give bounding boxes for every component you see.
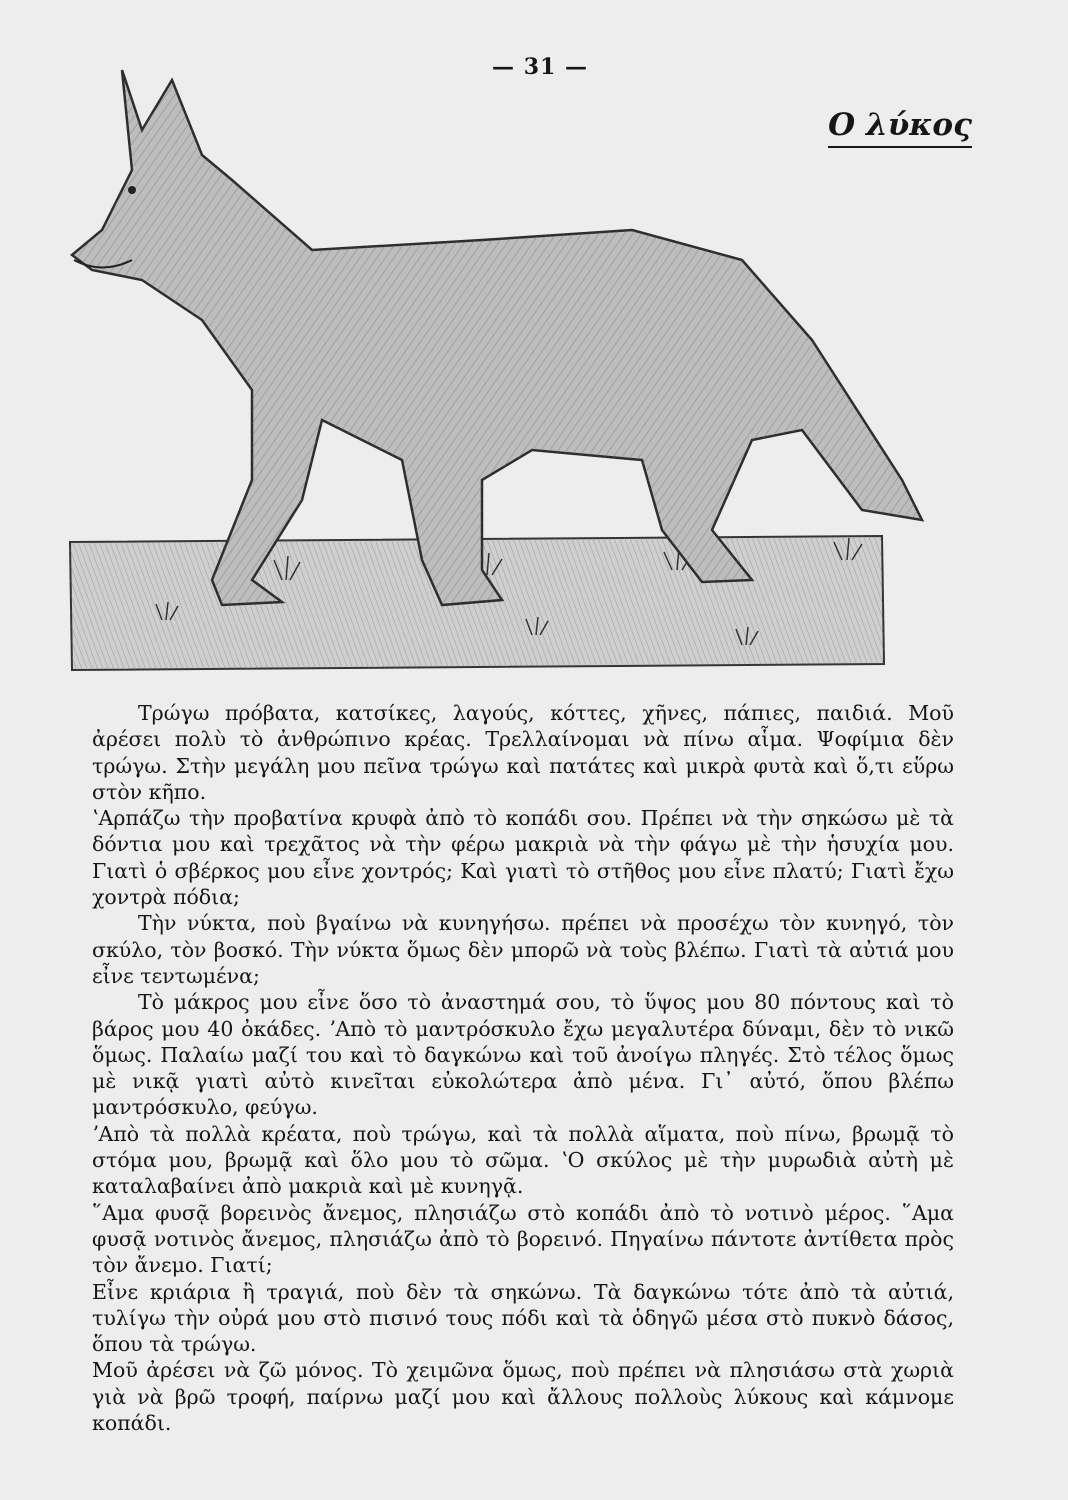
paragraph: Μοῦ ἀρέσει νὰ ζῶ μόνος. Τὸ χειμῶνα ὅμως, ποὺ πρέπει νὰ πλησιάσω στὰ χωριὰ γιὰ νὰ βρῶ τροφή, παίρνω μαζί μου καὶ ἄλλους πολλοὺς λύκους καὶ κάμνομε κοπάδι. — [92, 1358, 954, 1436]
paragraph: Τὸ μάκρος μου εἶνε ὅσο τὸ ἀναστημά σου, τὸ ὕψος μου 80 πόντους καὶ τὸ βάρος μου 40 ὀκάδες. ʼΑπὸ τὸ μαντρόσκυλο ἔχω μεγαλυτέρα δύναμι, δὲν τὸ νικῶ ὅμως. Παλαίω μαζί του καὶ τὸ δαγκώνω καὶ τοῦ ἀνοίγω πληγές. Στὸ τέλος ὅμως μὲ νικᾷ γιατὶ αὐτὸ κινεῖται εὐκολώτερα ἀπὸ μένα. Γι᾿ αὐτό, ὅπου βλέπω μαντρόσκυλο, φεύγω. — [92, 990, 954, 1120]
page-number: — 31 — — [492, 54, 588, 80]
paragraph: ʽΑρπάζω τὴν προβατίνα κρυφὰ ἀπὸ τὸ κοπάδι σου. Πρέπει νὰ τὴν σηκώσω μὲ τὰ δόντια μου καὶ τρεχᾶτος νὰ τὴν φέρω μακριὰ νὰ τὴν φάγω μὲ τὴν ἡσυχία μου. Γιατὶ ὁ σβέρκος μου εἶνε χοντρός; Καὶ γιατὶ τὸ στῆθος μου εἶνε πλατύ; Γιατὶ ἔχω χοντρὰ πόδια; — [92, 806, 954, 910]
paragraph: Εἶνε κριάρια ἢ τραγιά, ποὺ δὲν τὰ σηκώνω. Τὰ δαγκώνω τότε ἀπὸ τὰ αὐτιά, τυλίγω τὴν οὐρά μου στὸ πισινό τους πόδι καὶ τὰ ὁδηγῶ μέσα στὸ πυκνὸ δάσος, ὅπου τὰ τρώγω. — [92, 1279, 954, 1357]
paragraph: Τὴν νύκτα, ποὺ βγαίνω νὰ κυνηγήσω. πρέπει νὰ προσέχω τὸν κυνηγό, τὸν σκύλο, τὸν βοσκό. Τὴν νύκτα ὅμως δὲν μπορῶ νὰ τοὺς βλέπω. Γιατὶ τὰ αὐτιά μου εἶνε τεντωμένα; — [92, 911, 954, 988]
paragraph: Τρώγω πρόβατα, κατσίκες, λαγούς, κόττες, χῆνες, πάπιες, παιδιά. Μοῦ ἀρέσει πολὺ τὸ ἀνθρώπινο κρέας. Τρελλαίνομαι νὰ πίνω αἷμα. Ψοφίμια δὲν τρώγω. Στὴν μεγάλη μου πεῖνα τρώγω καὶ πατάτες καὶ μικρὰ φυτὰ καὶ ὅ,τι εὕρω στὸν κῆπο. — [92, 701, 954, 804]
paragraph: ʼΑπὸ τὰ πολλὰ κρέατα, ποὺ τρώγω, καὶ τὰ πολλὰ αἵματα, ποὺ πίνω, βρωμᾷ τὸ στόμα μου, βρωμᾷ καὶ ὅλο μου τὸ σῶμα. ʽΟ σκύλος μὲ τὴν μυρωδιὰ αὐτὴ μὲ καταλαβαίνει ἀπὸ μακριὰ καὶ μὲ κυνηγᾷ. — [92, 1121, 954, 1199]
body-text — [92, 700, 954, 1436]
paragraph: ῞Αμα φυσᾷ βορεινὸς ἄνεμος, πλησιάζω στὸ κοπάδι ἀπὸ τὸ νοτινὸ μέρος. ῞Αμα φυσᾷ νοτινὸς ἄνεμος, πλησιάζω ἀπὸ τὸ βορεινό. Πηγαίνω πάντοτε ἀντίθετα πρὸς τὸν ἄνεμο. Γιατί; — [92, 1200, 954, 1278]
wolf-illustration — [62, 60, 962, 680]
page-title: Ο λύκος — [828, 108, 972, 148]
wolf-figure — [72, 70, 922, 605]
